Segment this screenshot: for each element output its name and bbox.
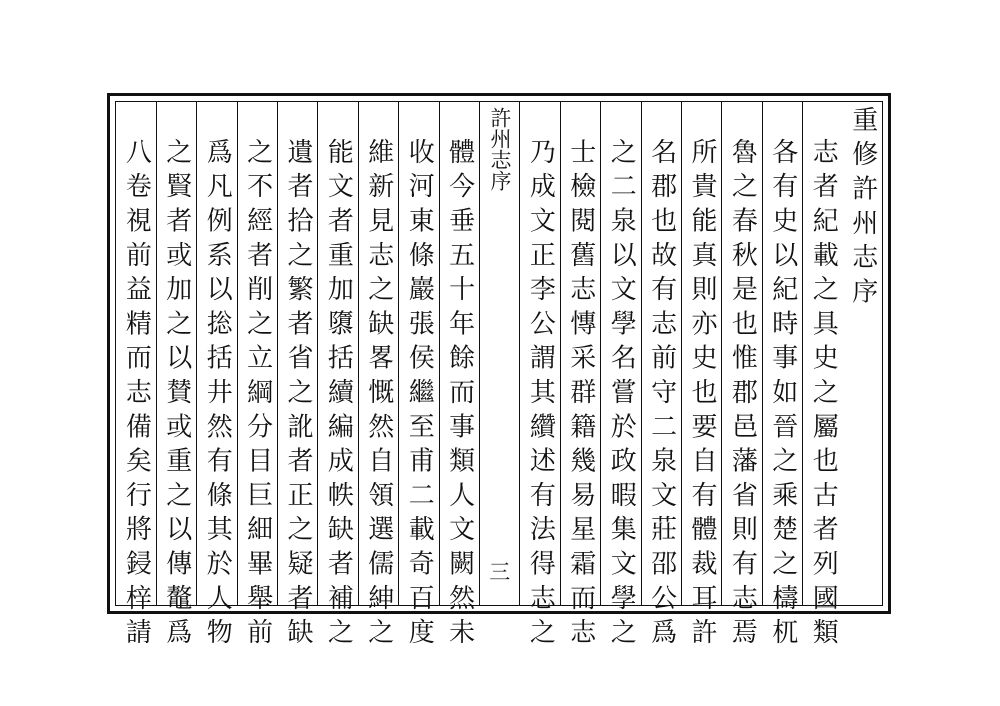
preface-title: 重修許州志序 [847,106,878,312]
column-text: 乃成文正李公謂其纘述有法得志之 [525,138,556,653]
column-text: 各有史以紀時事如晉之乘楚之檮杌 [767,138,798,653]
text-column-1 [843,101,883,606]
text-column-8 [560,101,600,653]
text-column-9 [519,101,559,653]
text-column-5 [681,101,721,653]
column-text: 之賢者或加之以賛或重之以傳鼇爲 [161,138,192,653]
column-text: 體今垂五十年餘而事類人文闕然未 [444,138,475,653]
column-text: 志者紀載之具史之屬也古者列國類 [808,138,839,653]
text-column-16 [196,101,236,653]
text-column-18 [115,101,155,653]
text-column-7 [600,101,640,653]
text-column-3 [762,101,802,653]
text-column-17 [156,101,196,653]
text-column-13 [317,101,357,653]
column-text: 八卷視前益精而志備矣行將鋟梓請 [121,138,152,653]
column-text: 爲凡例系以捴括井然有條其於人物 [202,138,233,653]
center-fold [479,101,519,606]
column-text: 之不經者削之立綱分目巨細畢舉前 [242,138,273,653]
text-column-6 [641,101,681,653]
running-title: 許州志序 [488,107,512,191]
column-text: 能文者重加隳括續編成帙缺者補之 [323,138,354,653]
column-text: 名郡也故有志前守二泉文莊邵公爲 [646,138,677,653]
column-text: 所貴能真則亦史也要自有體裁耳許 [687,138,717,653]
column-text: 魯之春秋是也惟郡邑藩省則有志焉 [727,138,758,653]
text-column-12 [358,101,398,653]
column-text: 之二泉以文學名嘗於政暇集文學之 [606,138,637,653]
column-text: 遺者拾之繁者省之訛者正之疑者缺 [283,138,313,653]
text-column-4 [721,101,761,653]
text-column-10 [439,101,479,653]
column-text: 維新見志之缺畧慨然自領選儒紳之 [363,138,394,653]
text-column-14 [277,101,317,653]
column-text: 士檢閱舊志慱采群籍幾易星霜而志 [565,138,596,653]
text-column-11 [398,101,438,653]
column-text: 收河東條巖張侯繼至甫二載奇百度 [404,138,435,653]
text-column-2 [802,101,842,653]
page-number: 三 [489,560,511,584]
text-column-15 [237,101,277,653]
